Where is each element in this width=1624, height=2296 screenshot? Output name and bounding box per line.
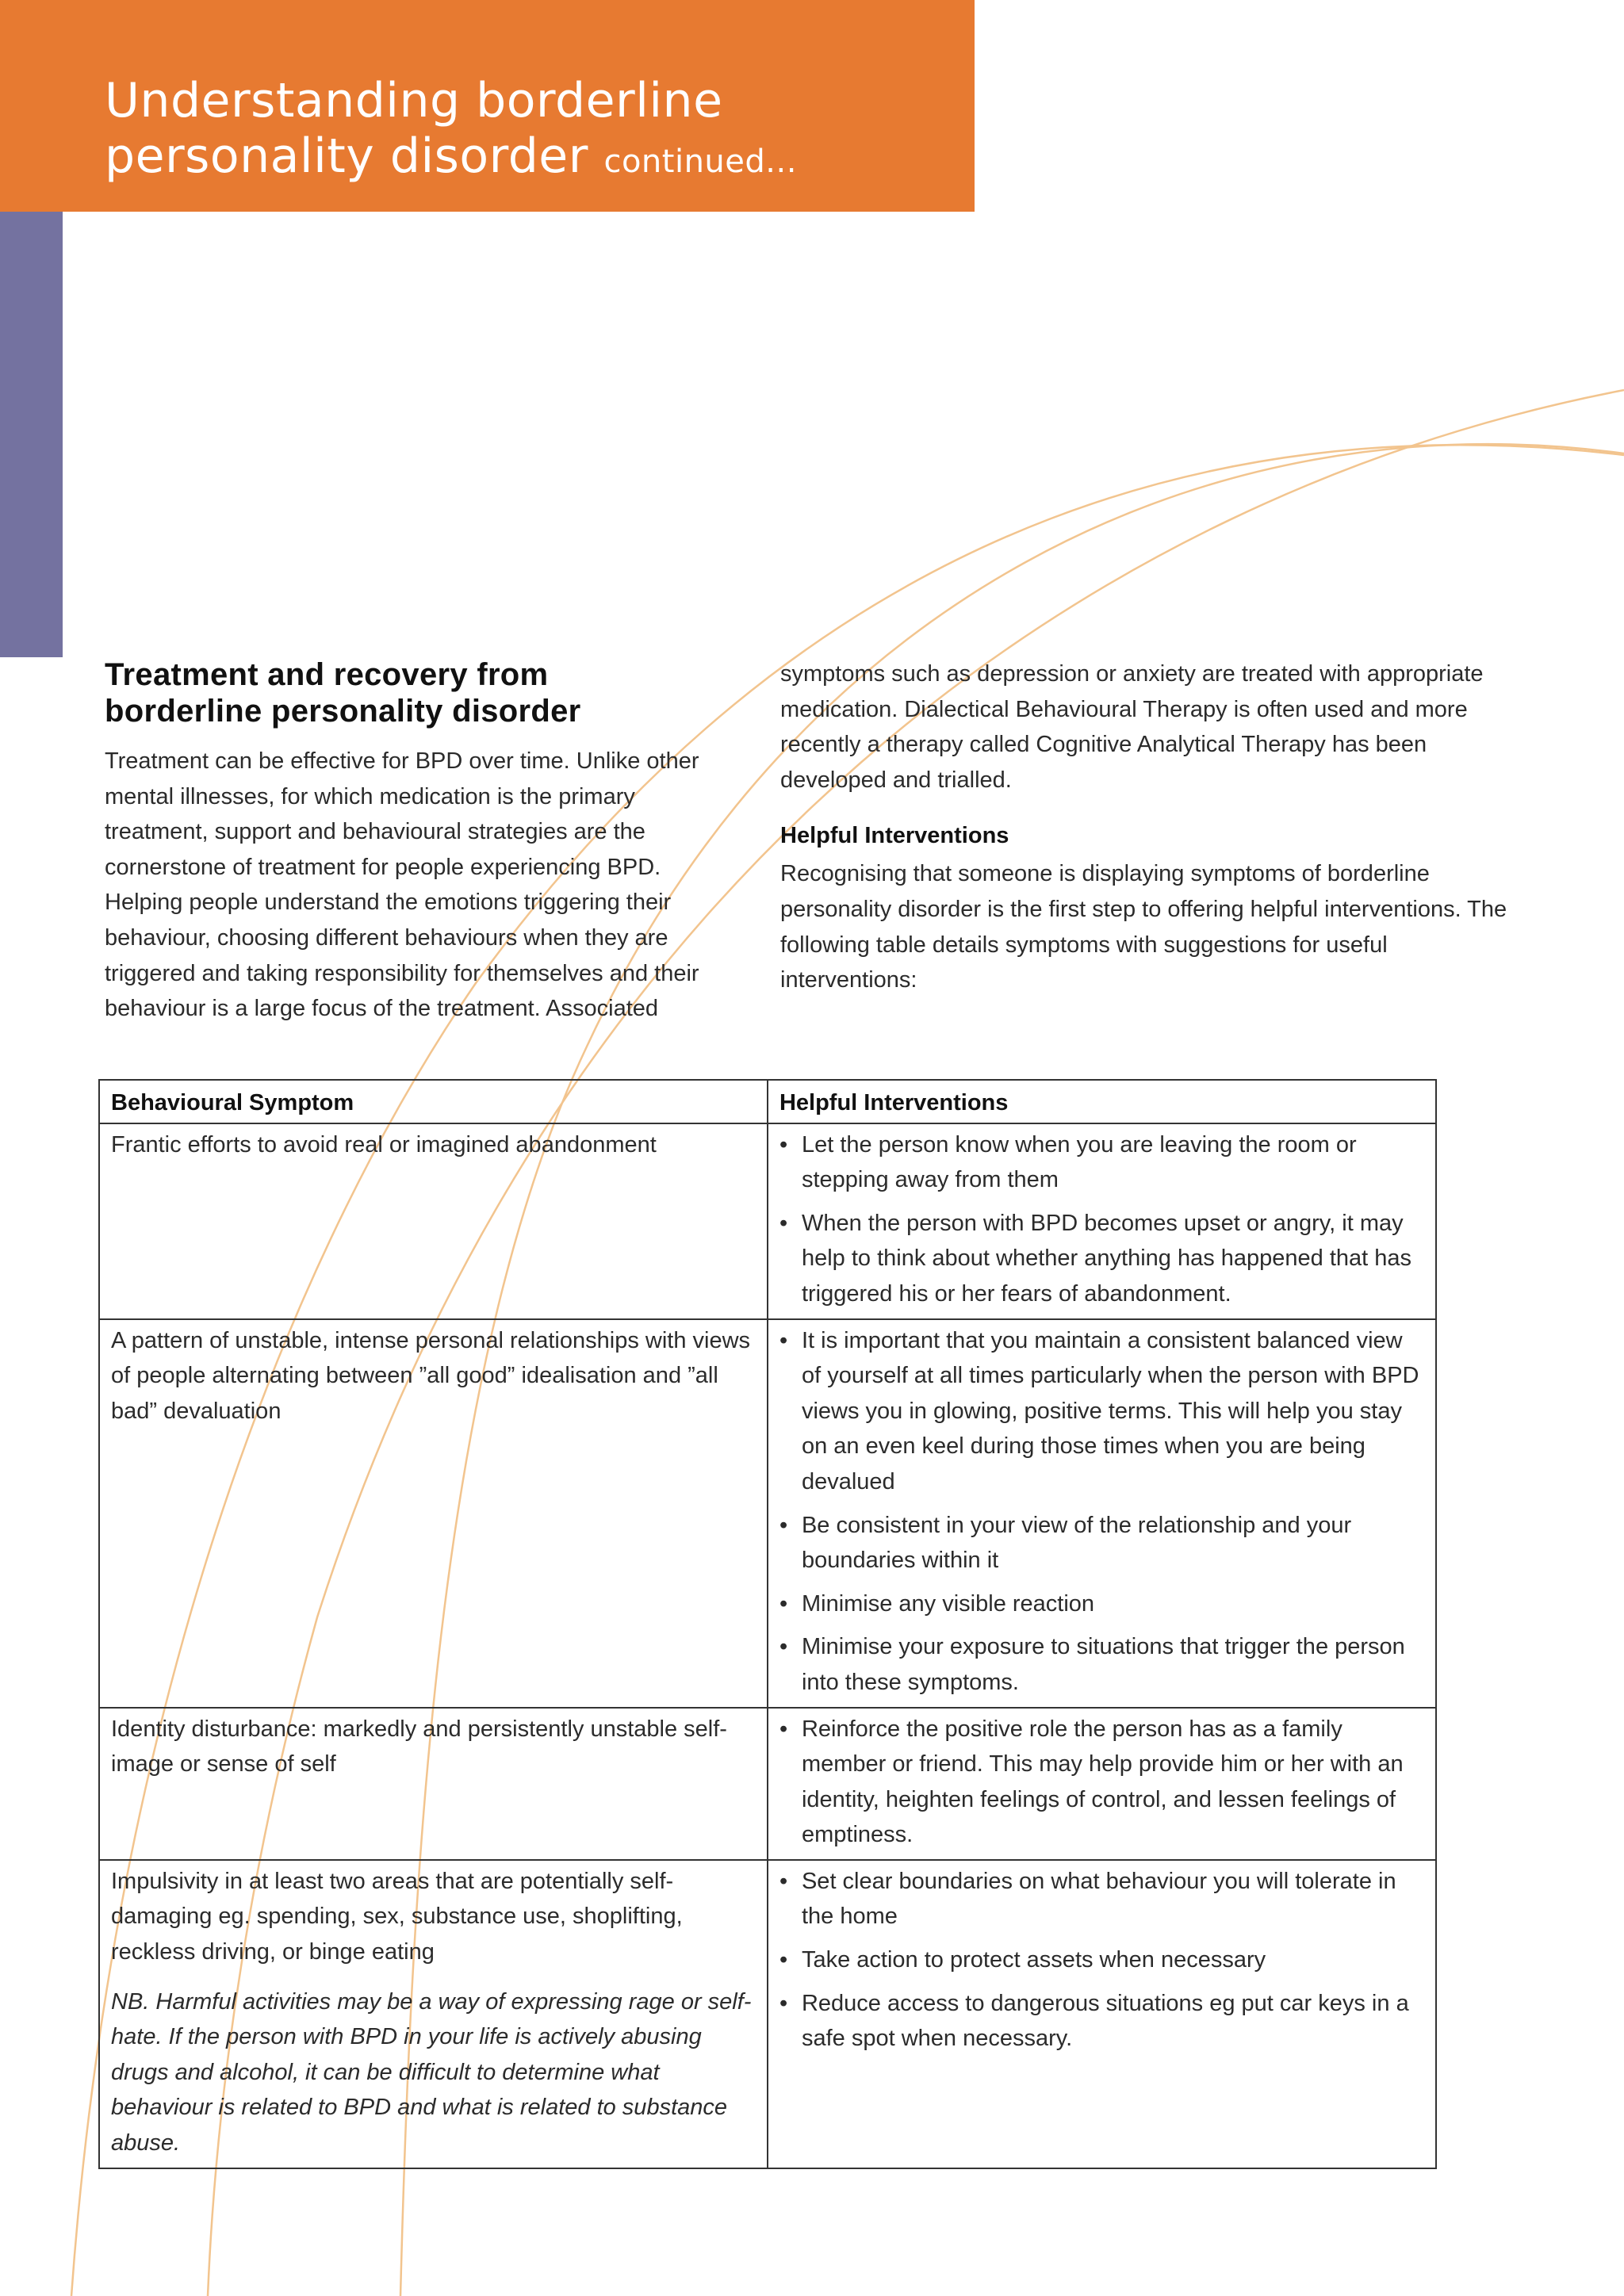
- treatment-column-left: [105, 656, 739, 1027]
- interventions-cell: [768, 1319, 1436, 1708]
- column-header-symptom: Behavioural Symptom: [99, 1080, 768, 1123]
- table-row: [99, 1860, 1436, 2168]
- symptom-note: NB. Harmful activities may be a way of expressing rage or self-hate. If the person with BPD in your life is actively abusing drugs and alcohol, it can be difficult to determine what behaviour is related to BPD and what is related to substance abuse.: [111, 1988, 752, 2156]
- page-title-line2: personality disorder: [105, 128, 588, 184]
- interventions-cell: [768, 1860, 1436, 2168]
- table-header-row: [99, 1080, 1436, 1123]
- symptom-text: Impulsivity in at least two areas that are potentially self-damaging eg. spending, sex, substance use, shoplifting, reckless driving, or binge eating: [111, 1868, 683, 1965]
- side-accent-bar: [0, 212, 63, 657]
- page-title-suffix: continued...: [603, 144, 797, 180]
- table-row: [99, 1708, 1436, 1860]
- symptom-cell: A pattern of unstable, intense personal relationships with views of people alternating between ”all good” idealisation and ”all bad” devaluation: [99, 1319, 768, 1708]
- symptom-cell: Identity disturbance: markedly and persistently unstable self-image or sense of self: [99, 1708, 768, 1860]
- page-title: [105, 73, 797, 189]
- symptom-cell: [99, 1860, 768, 2168]
- page-title-line1: Understanding borderline: [105, 73, 723, 128]
- helpful-interventions-paragraph: Recognising that someone is displaying symptoms of borderline personality disorder is the first step to offering helpful interventions. The following table details symptoms with suggestions for useful interventions:: [780, 861, 1507, 993]
- treatment-paragraph: Treatment can be effective for BPD over time. Unlike other mental illnesses, for which medication is the primary treatment, support and behavioural strategies are the cornerstone of treatment for people experiencing BPD. Helping people understand the emotions triggering their behaviour, choosing different behaviours when they are triggered and taking responsibility for themselves and their behaviour is a large focus of the treatment. Associated: [105, 748, 699, 1022]
- symptom-cell: Frantic efforts to avoid real or imagined abandonment: [99, 1123, 768, 1319]
- column-header-interventions: Helpful Interventions: [768, 1080, 1436, 1123]
- treatment-heading: [105, 656, 739, 729]
- interventions-cell: [768, 1123, 1436, 1319]
- intervention-item: • Let the person know when you are leaving the room or stepping away from them: [779, 1127, 1424, 1198]
- table-row: [99, 1123, 1436, 1319]
- symptoms-table: [98, 1079, 1437, 2169]
- table-row: [99, 1319, 1436, 1708]
- intervention-item: • Reinforce the positive role the person has as a family member or friend. This may help provide him or her with an identity, heighten feelings of control, and lessen feelings of emptiness.: [779, 1712, 1424, 1853]
- intervention-item: • Reduce access to dangerous situations eg put car keys in a safe spot when necessary.: [779, 1986, 1424, 2057]
- helpful-interventions-heading: Helpful Interventions: [780, 823, 1009, 849]
- interventions-cell: [768, 1708, 1436, 1860]
- intervention-item: • It is important that you maintain a consistent balanced view of yourself at all times particularly when the person with BPD views you in glowing, positive terms. This will help you stay on an even keel during those times when you are being devalued: [779, 1323, 1424, 1500]
- intervention-item: • Set clear boundaries on what behaviour you will tolerate in the home: [779, 1864, 1424, 1934]
- treatment-heading-line2: borderline personality disorder: [105, 694, 581, 729]
- intervention-item: • Take action to protect assets when necessary: [779, 1942, 1424, 1978]
- treatment-heading-line1: Treatment and recovery from: [105, 657, 549, 692]
- header-banner: [0, 0, 975, 212]
- treatment-column-right: [780, 656, 1510, 998]
- intervention-item: • Minimise any visible reaction: [779, 1586, 1424, 1622]
- intervention-item: • When the person with BPD becomes upset or angry, it may help to think about whether anything has happened that has triggered his or her fears of abandonment.: [779, 1206, 1424, 1312]
- intervention-item: • Minimise your exposure to situations that trigger the person into these symptoms.: [779, 1629, 1424, 1700]
- intervention-item: • Be consistent in your view of the relationship and your boundaries within it: [779, 1508, 1424, 1578]
- treatment-paragraph-continued: symptoms such as depression or anxiety are treated with appropriate medication. Dialectical Behavioural Therapy is often used and more recently a therapy called Cognitive Analytical Therapy has been developed and trialled.: [780, 661, 1484, 793]
